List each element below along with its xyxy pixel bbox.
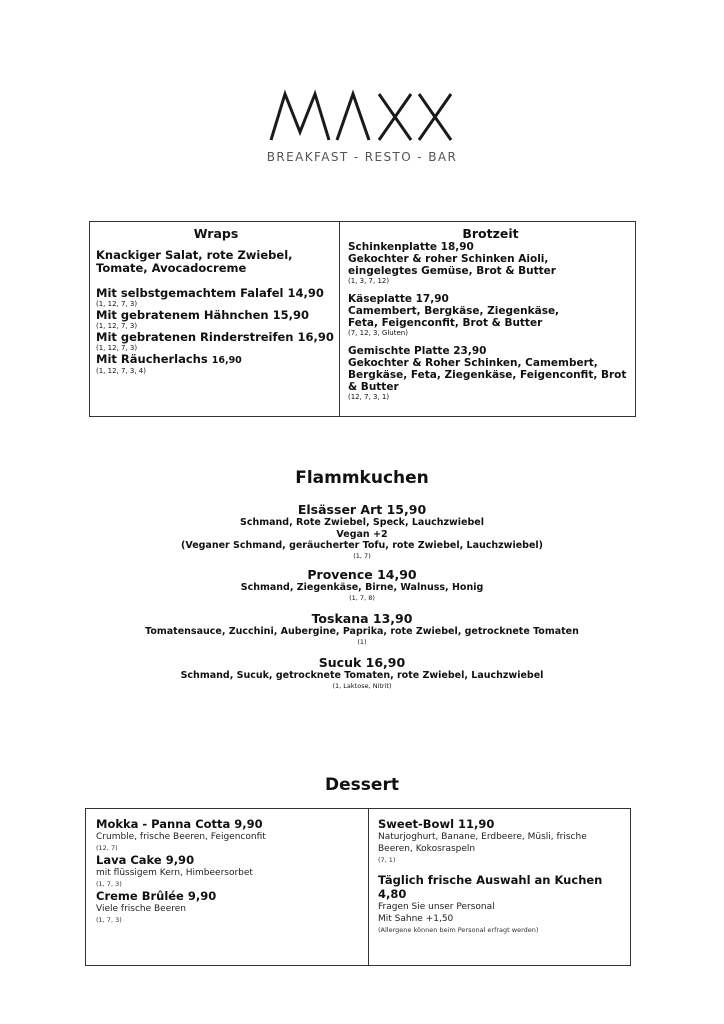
brotzeit-title: Brotzeit [462,226,519,241]
column-divider [339,222,340,416]
dessert-left-column [96,817,356,925]
dessert-item [96,817,356,853]
dessert-item [96,889,356,925]
logo-subtitle: BREAKFAST - RESTO - BAR [266,150,458,164]
brotzeit-item-name: Gemischte Platte 23,90 [348,345,487,357]
brotzeit-item [348,293,633,338]
dessert-item-desc: Viele frische Beeren [96,904,186,914]
flammkuchen-item-name: Provence 14,90 [307,567,417,582]
wrap-item-title: Mit Räucherlachs [96,352,208,366]
flammkuchen-item-note: (1, Laktose, Nitrit) [332,681,392,690]
wrap-item-name: Mit gebratenem Hähnchen 15,90 [96,308,309,322]
dessert-title: Dessert [325,775,399,795]
dessert-item [378,873,623,935]
dessert-item-name: Creme Brûlée 9,90 [96,889,217,903]
brotzeit-item [348,241,633,286]
wrap-item-note: (1, 12, 7, 3) [96,344,138,352]
dessert-item-desc: mit flüssigem Kern, Himbeersorbet [96,868,253,878]
flammkuchen-item [0,567,724,603]
dessert-item-note: (12, 7) [96,844,118,852]
wraps-column [96,222,336,376]
brotzeit-item-desc: Camembert, Bergkäse, Ziegenkäse, Feta, Feigenconfit, Brot & Butter [348,305,560,329]
flammkuchen-item-desc: Schmand, Sucuk, getrocknete Tomaten, rote Zwiebel, Lauchzwiebel [180,670,544,681]
dessert-item-extra: Mit Sahne +1,50 [378,914,454,924]
flammkuchen-item-note: (1, 7, 8) [349,593,375,602]
dessert-item-name: Sweet-Bowl 11,90 [378,817,495,831]
dessert-item-name: Täglich frische Auswahl an Kuchen 4,80 [378,873,603,901]
dessert-item-desc: Crumble, frische Beeren, Feigenconfit [96,832,266,842]
dessert-item-name: Mokka - Panna Cotta 9,90 [96,817,263,831]
dessert-item-note: (1, 7, 3) [96,916,122,924]
flammkuchen-vegan-desc: (Veganer Schmand, geräucherter Tofu, rote Zwiebel, Lauchzwiebel) [181,540,543,551]
maxx-logo [267,88,457,144]
dessert-item-note: (7, 1) [378,856,396,864]
wrap-item-name: Mit gebratenen Rinderstreifen 16,90 [96,330,334,344]
wrap-item-note: (1, 12, 7, 3) [96,300,138,308]
brotzeit-item-name: Schinkenplatte 18,90 [348,241,474,253]
dessert-item [378,817,623,865]
wraps-list [96,287,336,376]
wraps-brotzeit-box [89,221,636,417]
brotzeit-item-note: (7, 12, 3, Gluten) [348,329,408,337]
brotzeit-item-desc: Gekochter & roher Schinken Aioli, eingelegtes Gemüse, Brot & Butter [348,253,556,277]
flammkuchen-item-name: Elsässer Art 15,90 [297,502,427,517]
dessert-item-desc: Naturjoghurt, Banane, Erdbeere, Müsli, frische Beeren, Kokosraspeln [378,832,587,854]
flammkuchen-item-desc: Schmand, Rote Zwiebel, Speck, Lauchzwiebel [239,517,485,528]
wrap-item-price: 16,90 [211,355,242,366]
dessert-box [85,808,631,966]
logo [0,88,724,144]
brotzeit-item-note: (1, 3, 7, 12) [348,277,390,285]
wrap-item-name [96,353,336,367]
flammkuchen-vegan-option: Vegan +2 [336,528,388,540]
flammkuchen-item-note: (1) [357,637,367,646]
flammkuchen-item-name: Toskana 13,90 [311,611,413,626]
brotzeit-item-note: (12, 7, 3, 1) [348,393,390,401]
flammkuchen-item-note: (1, 7) [353,551,371,560]
dessert-item-desc: Fragen Sie unser Personal [378,902,495,912]
wrap-item-name: Mit selbstgemachtem Falafel 14,90 [96,286,324,300]
wraps-title: Wraps [193,226,239,241]
flammkuchen-item [0,502,724,561]
dessert-right-column [378,817,623,935]
dessert-item-note: (Allergene können beim Personal erfragt werden) [378,926,539,934]
wrap-item-note: (1, 12, 7, 3, 4) [96,367,146,375]
flammkuchen-item [0,655,724,691]
flammkuchen-item [0,611,724,647]
brotzeit-item-name: Käseplatte 17,90 [348,293,449,305]
brotzeit-item-desc: Gekochter & Roher Schinken, Camembert, Bergkäse, Feta, Ziegenkäse, Feigenconfit, Brot & Butter [348,357,627,393]
flammkuchen-item-desc: Schmand, Ziegenkäse, Birne, Walnuss, Honig [240,582,484,593]
brotzeit-item [348,345,633,402]
wraps-intro: Knackiger Salat, rote Zwiebel, Tomate, Avocadocreme [96,248,293,275]
brotzeit-column [348,222,633,402]
flammkuchen-title: Flammkuchen [295,468,429,488]
flammkuchen-item-name: Sucuk 16,90 [318,655,406,670]
column-divider [368,809,369,965]
flammkuchen-item-desc: Tomatensauce, Zucchini, Aubergine, Paprika, rote Zwiebel, getrocknete Tomaten [145,626,579,637]
dessert-item-note: (1, 7, 3) [96,880,122,888]
dessert-item-name: Lava Cake 9,90 [96,853,195,867]
dessert-item [96,853,356,889]
wrap-item-note: (1, 12, 7, 3) [96,322,138,330]
